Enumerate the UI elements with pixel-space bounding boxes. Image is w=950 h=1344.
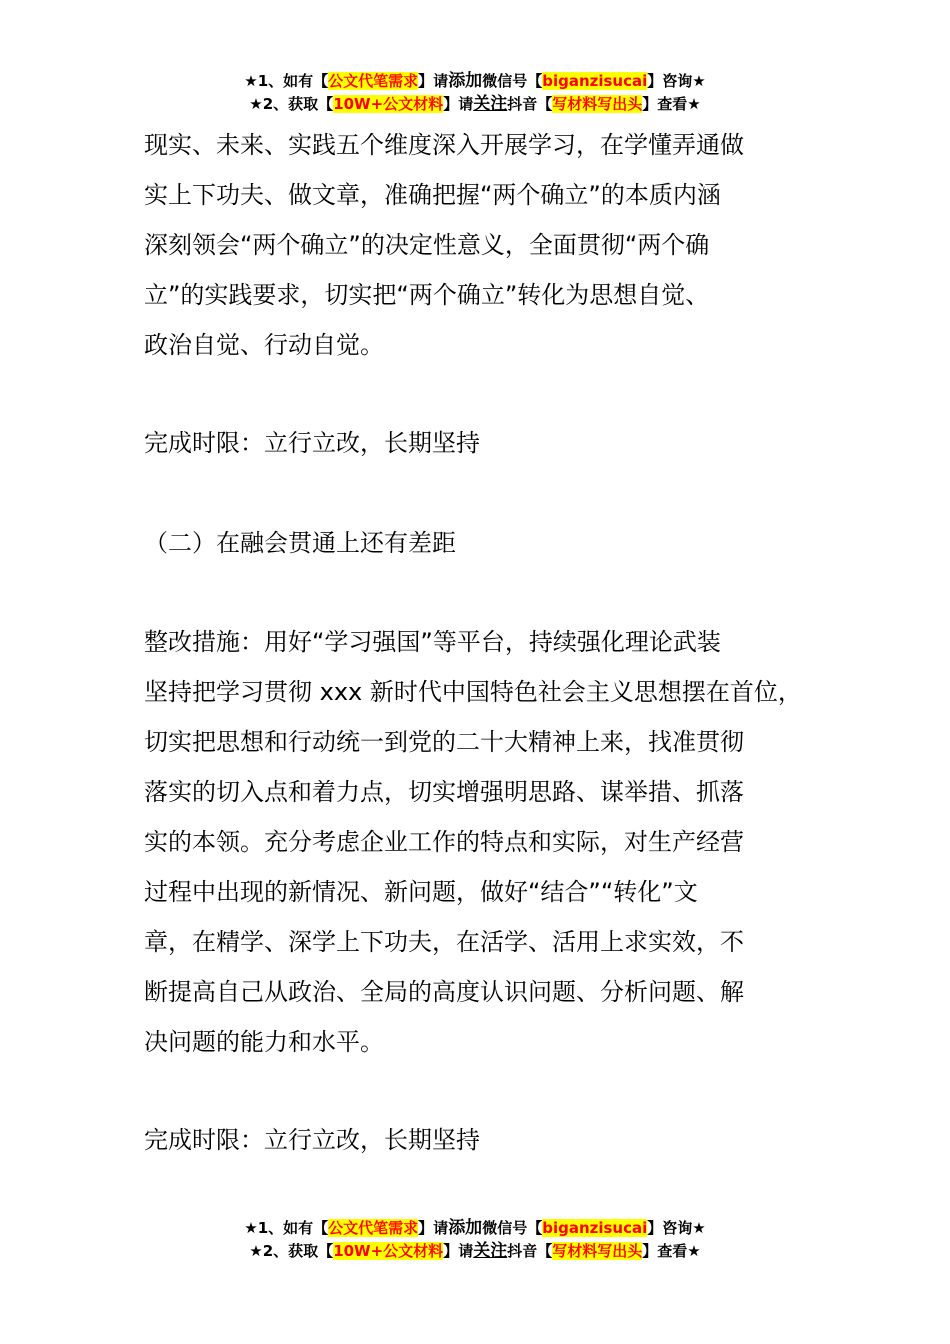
header-banner — [0, 70, 950, 116]
banner-text: 】查看★ — [642, 1242, 701, 1260]
banner-text: ★1、如有【 — [244, 1219, 329, 1237]
text-line: 决问题的能力和水平。 — [144, 1028, 384, 1056]
text-line: 深刻领会“两个确立”的决定性意义，全面贯彻“两个确 — [144, 231, 710, 259]
text-line: 现实、未来、实践五个维度深入开展学习，在学懂弄通做 — [144, 131, 744, 159]
footer-banner — [0, 1217, 950, 1263]
deadline-text: 完成时限：立行立改，长期坚持 — [144, 429, 480, 457]
banner-text: 微信号【 — [482, 72, 543, 90]
banner-text: 】咨询★ — [647, 1219, 706, 1237]
banner-highlight: 写材料写出头 — [552, 1242, 643, 1260]
header-banner-line-1 — [0, 70, 950, 93]
deadline-2 — [144, 1115, 834, 1165]
banner-text: ★2、获取【 — [249, 95, 334, 113]
banner-text: 】请 — [418, 1219, 449, 1237]
text-line: 章，在精学、深学上下功夫，在活学、活用上求实效，不 — [144, 928, 744, 956]
banner-text: 】请 — [443, 95, 474, 113]
banner-text: 抖音【 — [507, 95, 553, 113]
paragraph-2 — [144, 617, 834, 1067]
banner-highlight: 10W+公文材料 — [333, 1242, 444, 1260]
banner-highlight: 公文代笔需求 — [328, 1219, 419, 1237]
text-line: 坚持把学习贯彻 xxx 新时代中国特色社会主义思想摆在首位， — [144, 678, 802, 706]
banner-emphasis: 关注 — [473, 94, 508, 114]
banner-emphasis: 添加 — [448, 71, 483, 91]
banner-text: 】咨询★ — [647, 72, 706, 90]
banner-text: 微信号【 — [482, 1219, 543, 1237]
deadline-text: 完成时限：立行立改，长期坚持 — [144, 1126, 480, 1154]
banner-emphasis: 添加 — [448, 1218, 483, 1238]
text-line: 过程中出现的新情况、新问题，做好“结合”“转化”文 — [144, 878, 698, 906]
paragraph-1 — [144, 120, 834, 370]
text-line: 落实的切入点和着力点，切实增强明思路、谋举措、抓落 — [144, 778, 744, 806]
header-banner-line-2 — [0, 93, 950, 116]
section-heading — [144, 518, 834, 568]
banner-text: ★2、获取【 — [249, 1242, 334, 1260]
deadline-1 — [144, 418, 834, 468]
banner-highlight: 写材料写出头 — [552, 95, 643, 113]
text-line: 断提高自己从政治、全局的高度认识问题、分析问题、解 — [144, 978, 744, 1006]
text-line: 切实把思想和行动统一到党的二十大精神上来，找准贯彻 — [144, 728, 744, 756]
text-line: 立”的实践要求，切实把“两个确立”转化为思想自觉、 — [144, 281, 710, 309]
banner-text: 】请 — [418, 72, 449, 90]
banner-emphasis: 关注 — [473, 1241, 508, 1261]
banner-highlight: 公文代笔需求 — [328, 72, 419, 90]
banner-highlight: biganzisucai — [542, 1219, 648, 1237]
banner-text: 】查看★ — [642, 95, 701, 113]
text-line: 整改措施：用好“学习强国”等平台，持续强化理论武装 — [144, 628, 721, 656]
banner-highlight: 10W+公文材料 — [333, 95, 444, 113]
footer-banner-line-1 — [0, 1217, 950, 1240]
banner-text: ★1、如有【 — [244, 72, 329, 90]
text-line: 实上下功夫、做文章，准确把握“两个确立”的本质内涵 — [144, 181, 721, 209]
banner-text: 抖音【 — [507, 1242, 553, 1260]
banner-highlight: biganzisucai — [542, 72, 648, 90]
text-line: 政治自觉、行动自觉。 — [144, 331, 384, 359]
text-line: 实的本领。充分考虑企业工作的特点和实际，对生产经营 — [144, 828, 744, 856]
footer-banner-line-2 — [0, 1240, 950, 1263]
banner-text: 】请 — [443, 1242, 474, 1260]
section-heading-text: （二）在融会贯通上还有差距 — [144, 529, 456, 557]
